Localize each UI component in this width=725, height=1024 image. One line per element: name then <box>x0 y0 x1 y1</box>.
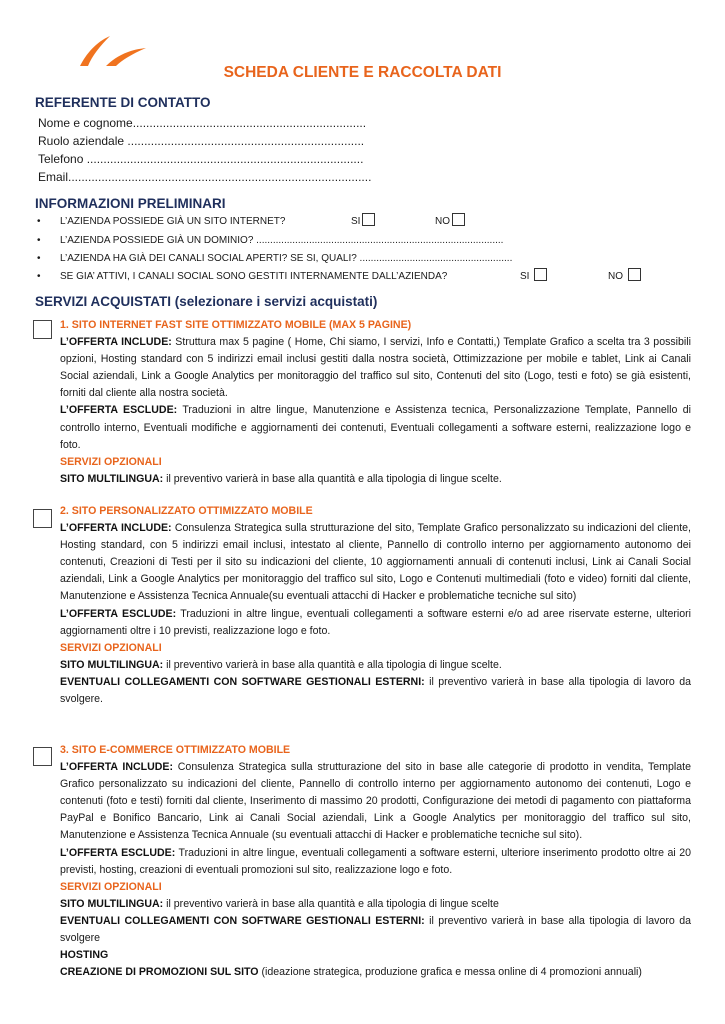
no-option[interactable]: NO <box>435 213 465 230</box>
service-2: 2. SITO PERSONALIZZATO OTTIMIZZATO MOBILE L’OFFERTA INCLUDE: Consulenza Strategica sulla strutturazione del sito, Template Grafico personalizzato su indicazioni del cliente, Hosting standard, con 5 indirizzi email inclusi, intestato al cliente, Pannello di controllo interno per aggiornamento autonomo dei contenuti, Creazioni di Testi per il sito su indicazioni del cliente, 10 aggiornamenti annuali di contenuti inclusi, Link ai Canali Social aziendali, Link a Google Analytics per monitoraggio del traffico sul sito, Logo e Contenuti multimediali (foto e video) forniti dal cliente, Manutenzione e Assistenza Tecnica Annuale(su eventuali attacchi di Hacker e problematiche tecniche sul sito) L’OFFERTA ESCLUDE: Traduzioni in altre lingue, eventuali collegamenti a software esterni e/o ad aree riservate esterne, ulteriori aggiornamenti oltre i 10 previsti, realizzazione logo e foto. SERVIZI OPZIONALI SITO MULTILINGUA: il preventivo varierà in base alla quantità e alla tipologia di lingue scelte. EVENTUALI COLLEGAMENTI CON SOFTWARE GESTIONALI ESTERNI: il preventivo varierà in base alla tipologia di lavoro da svolgere. <box>60 505 692 706</box>
service-title: 2. SITO PERSONALIZZATO OTTIMIZZATO MOBILE <box>60 505 313 517</box>
checkbox-icon[interactable] <box>362 213 375 226</box>
service-1: 1. SITO INTERNET FAST SITE OTTIMIZZATO MOBILE (MAX 5 PAGINE) L’OFFERTA INCLUDE: Struttura max 5 pagine ( Home, Chi siamo, I servizi, Info e Contatti,) Template Grafico a scelta tra 3 possibili opzioni, Hosting standard con 5 indirizzi email inclusi gestiti dalla nostra società, Ottimizzazione per mobile e tablet, Link ai Canali Social aziendali, Link a Google Analytics per monitoraggio del traffico sul sito, Contenuti del sito (Logo, testi e foto) se già esistenti, forniti dal cliente alla nostra società. L’OFFERTA ESCLUDE: Traduzioni in altre lingue, Manutenzione e Assistenza tecnica, Personalizzazione Template, Pannello di controllo interno, Eventuali modifiche e aggiornamenti dei contenuti, Eventuali collegamenti a software esterni, realizzazione logo e foto. SERVIZI OPZIONALI SITO MULTILINGUA: il preventivo varierà in base alla quantità e alla tipologia di lingue scelte. <box>60 319 691 485</box>
yes-option[interactable]: SI <box>520 268 547 285</box>
service-title: 1. SITO INTERNET FAST SITE OTTIMIZZATO MOBILE (MAX 5 PAGINE) <box>60 319 412 331</box>
phone-field[interactable]: Telefono ................................................................................... <box>38 152 364 166</box>
service-3-checkbox[interactable] <box>33 747 52 766</box>
service-3: 3. SITO E-COMMERCE OTTIMIZZATO MOBILE L’OFFERTA INCLUDE: Consulenza Strategica sulla strutturazione del sito in base alle categorie di prodotto in vendita, Template Grafico personalizzato su indicazioni del cliente, Pannello di controllo interno per aggiornamento autonomo dei contenuti, Logo e contenuti (foto e testi) forniti dal cliente, Inserimento di massimo 20 prodotti, Configurazione dei metodi di pagamento con piattaforma PayPal e Bonifico Bancario, Link ai Canali Social aziendali, Link a Google Analytics per monitoraggio del traffico sul sito, Manutenzione e Assistenza Tecnica Annuale (su eventuali attacchi di Hacker e problematiche tecniche sul sito). L’OFFERTA ESCLUDE: Traduzioni in altre lingue, eventuali collegamenti a software esterni, ulteriore inserimento prodotto oltre ai 20 previsti, hosting, creazioni di eventuali promozioni sul sito, realizzazione logo e foto. SERVIZI OPZIONALI SITO MULTILINGUA: il preventivo varierà in base alla quantità e alla tipologia di lingue scelte EVENTUALI COLLEGAMENTI CON SOFTWARE GESTIONALI ESTERNI: il preventivo varierà in base alla tipologia di lavoro da svolgere HOSTING CREAZIONE DI PROMOZIONI SUL SITO (ideazione strategica, produzione grafica e messa online di 4 promozioni annuali) <box>60 744 692 979</box>
email-field[interactable]: Email........................................................................................... <box>38 170 372 184</box>
no-option[interactable]: NO <box>608 268 641 285</box>
service-1-checkbox[interactable] <box>33 320 52 339</box>
page-title: SCHEDA CLIENTE E RACCOLTA DATI <box>223 64 502 81</box>
checkbox-icon[interactable] <box>534 268 547 281</box>
name-field[interactable]: Nome e cognome...................................................................... <box>38 116 367 130</box>
checkbox-icon[interactable] <box>452 213 465 226</box>
service-title: 3. SITO E-COMMERCE OTTIMIZZATO MOBILE <box>60 744 291 756</box>
contact-heading: REFERENTE DI CONTATTO <box>35 95 211 110</box>
checkbox-icon[interactable] <box>628 268 641 281</box>
preliminary-heading: INFORMAZIONI PRELIMINARI <box>35 196 226 211</box>
brand-logo-icon <box>76 34 148 68</box>
services-heading: SERVIZI ACQUISTATI (selezionare i servizi acquistati) <box>35 294 378 309</box>
bullet: • <box>37 216 41 227</box>
service-2-checkbox[interactable] <box>33 509 52 528</box>
yes-option[interactable]: SI <box>351 213 375 230</box>
role-field[interactable]: Ruolo aziendale ....................................................................... <box>38 134 365 148</box>
